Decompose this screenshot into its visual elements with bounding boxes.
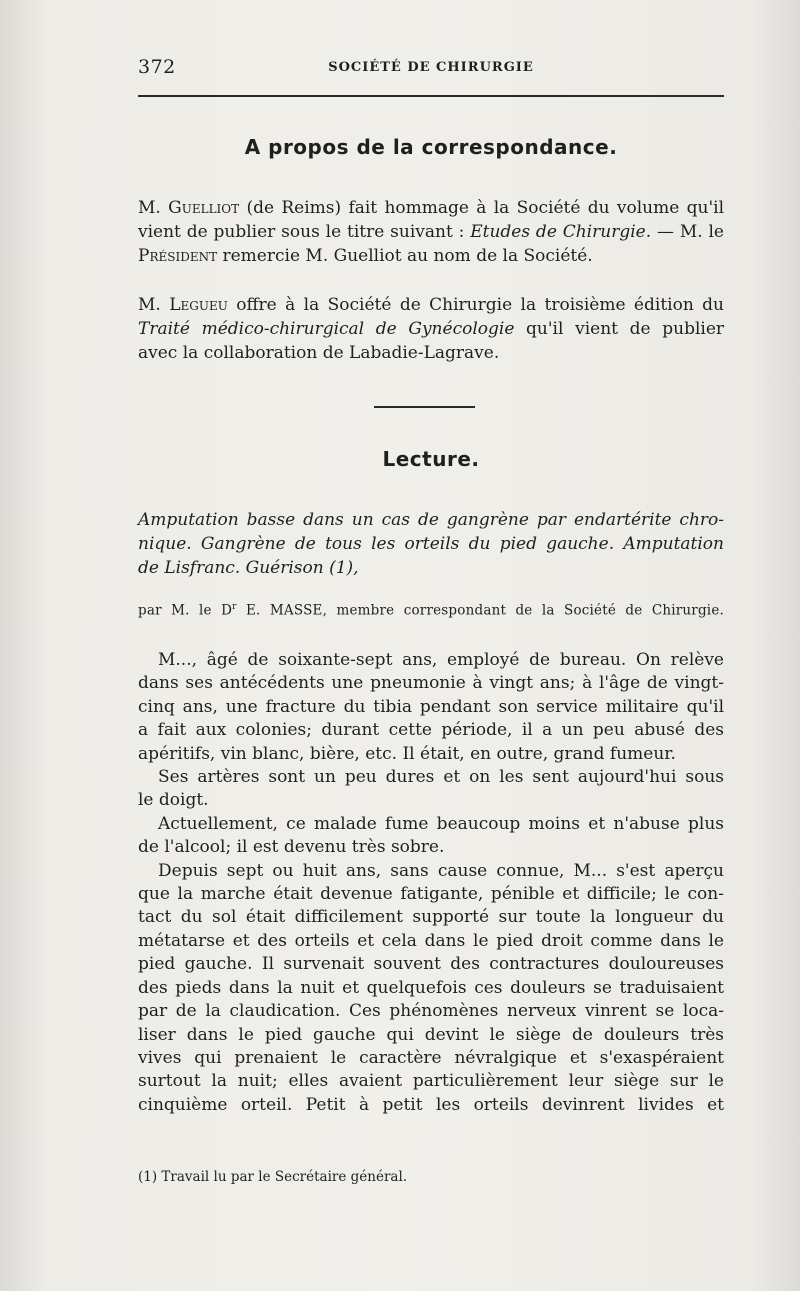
- body-line: Depuis sept ou huit ans, sans cause connue, M... s'est aperçu: [158, 860, 724, 881]
- article-title-line: nique. Gangrène de tous les orteils du pied gauche. Amputation: [138, 534, 724, 554]
- body-line: cinq ans, une fracture du tibia pendant son service militaire qu'il: [138, 696, 724, 717]
- page-number: 372: [138, 56, 176, 78]
- guelliot-text-3: remercie M. Guelliot au nom de la Société.: [217, 246, 593, 266]
- guelliot-text-2: — M. le: [651, 222, 724, 242]
- body-line: métatarse et des orteils et cela dans le pied droit comme dans le: [138, 930, 724, 951]
- section-title-correspondance: A propos de la correspondance.: [244, 135, 618, 159]
- author-byline: [138, 597, 724, 621]
- guelliot-name: Guelliot: [168, 198, 240, 218]
- body-line: M..., âgé de soixante-sept ans, employé de bureau. On relève: [158, 650, 724, 670]
- running-title: SOCIÉTÉ DE CHIRURGIE: [328, 60, 534, 75]
- legueu-book-title: Traité médico-chirurgical de Gynécologie: [138, 319, 515, 339]
- legueu-text-1: offre à la Société de Chirurgie la troisième édition du: [227, 295, 724, 315]
- body-line: Ses artères sont un peu dures et on les sent aujourd'hui sous: [158, 767, 724, 788]
- body-line: apéritifs, vin blanc, bière, etc. Il était, en outre, grand fumeur.: [138, 743, 676, 764]
- legueu-text-2: qu'il vient de publier avec la collaboration de Labadie-Lagrave.: [138, 319, 725, 363]
- legueu-name: Legueu: [169, 295, 228, 315]
- header-rule: [138, 95, 724, 97]
- byline-rest: E. MASSE, membre correspondant de la Société de Chirurgie.: [236, 602, 725, 619]
- guelliot-m: M.: [138, 198, 169, 218]
- section-divider: [374, 406, 475, 408]
- body-line: liser dans le pied gauche qui devint le siège de douleurs très: [138, 1024, 724, 1045]
- body-line: tact du sol était difficilement supporté sur toute la longueur du: [138, 907, 724, 928]
- guelliot-text-1: (de Reims) fait hommage à la Société du volume qu'il vient de publier sous le titre suivant :: [138, 198, 724, 242]
- president-label: Président: [138, 246, 218, 266]
- body-line: Actuellement, ce malade fume beaucoup moins et n'abuse plus: [158, 813, 724, 834]
- body-text: [138, 649, 724, 1117]
- byline-prefix: par M. le D: [138, 602, 233, 619]
- body-line: des pieds dans la nuit et quelquefois ces douleurs se traduisaient: [138, 977, 724, 998]
- body-line: surtout la nuit; elles avaient particulièrement leur siège sur le: [138, 1071, 724, 1092]
- body-line: cinquième orteil. Petit à petit les orteils devinrent livides et: [138, 1094, 724, 1115]
- body-line: de l'alcool; il est devenu très sobre.: [138, 837, 445, 858]
- body-line: pied gauche. Il survenait souvent des contractures douloureuses: [138, 954, 724, 975]
- guelliot-book-title: Etudes de Chirurgie.: [470, 222, 652, 242]
- body-line: dans ses antécédents une pneumonie à vingt ans; à l'âge de vingt-: [138, 673, 724, 694]
- footnote: (1) Travail lu par le Secrétaire général.: [138, 1169, 408, 1185]
- page-header: [138, 56, 724, 84]
- paragraph-guelliot: [138, 196, 724, 268]
- article-title: [138, 508, 724, 580]
- byline-superscript: r: [232, 602, 237, 612]
- paragraph-legueu: [138, 293, 724, 365]
- body-line: le doigt.: [138, 790, 209, 811]
- body-line: vives qui prenaient le caractère névralgique et s'exaspéraient: [138, 1047, 724, 1068]
- body-line: que la marche était devenue fatigante, pénible et difficile; le con-: [138, 884, 724, 905]
- article-title-line: de Lisfranc. Guérison (1),: [138, 558, 359, 578]
- legueu-m: M.: [138, 295, 170, 315]
- section-title-lecture: Lecture.: [382, 447, 480, 471]
- body-line: a fait aux colonies; durant cette période, il a un peu abusé des: [138, 720, 724, 741]
- article-title-line: Amputation basse dans un cas de gangrène par endartérite chro-: [138, 510, 724, 530]
- body-line: par de la claudication. Ces phénomènes nerveux vinrent se loca-: [138, 1001, 724, 1022]
